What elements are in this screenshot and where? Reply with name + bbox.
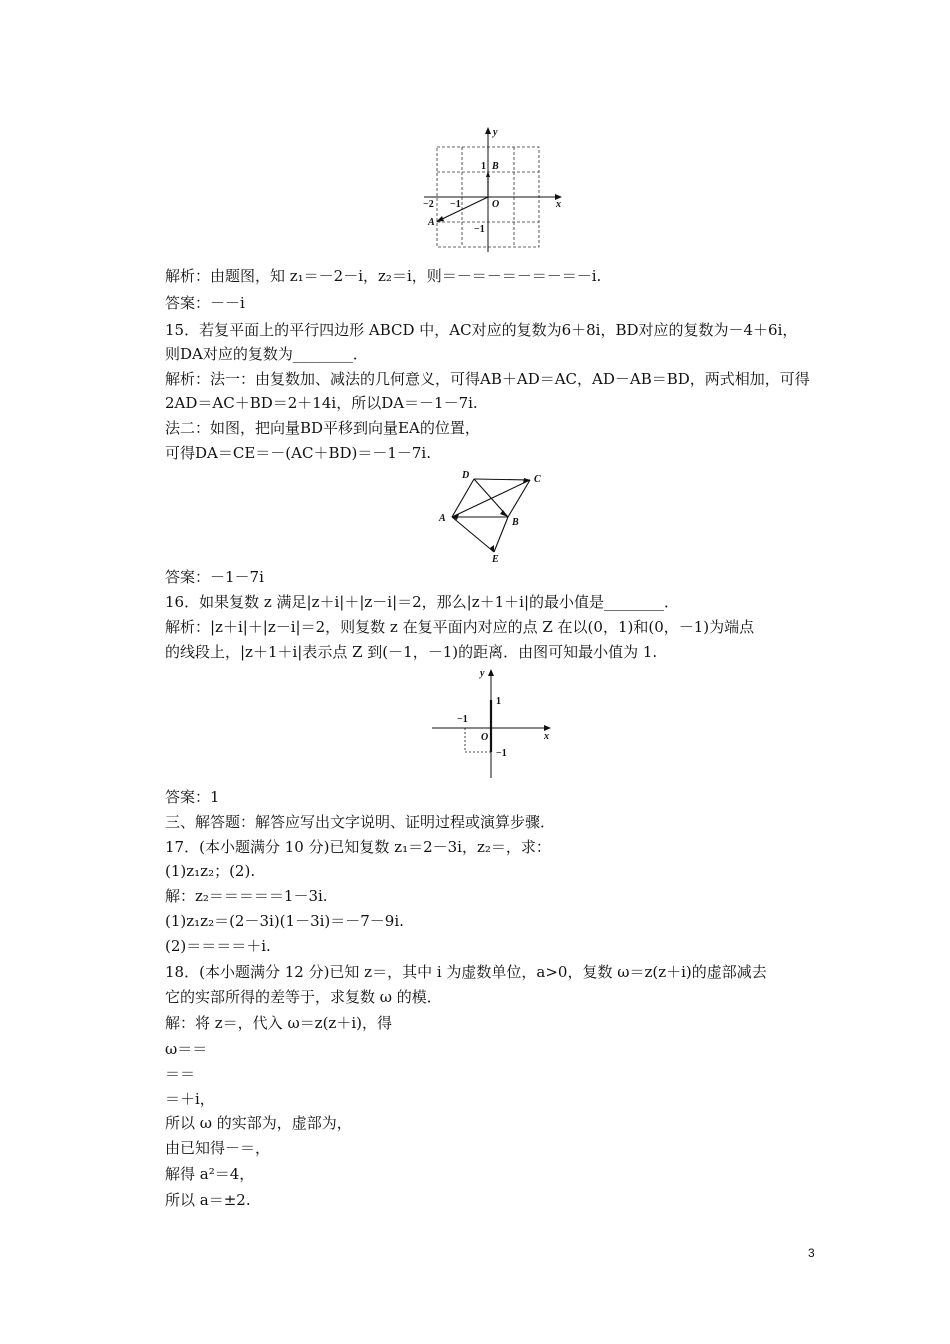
- fig1-neg1-label: −1: [450, 199, 461, 210]
- text-line: 解：z₂＝＝＝＝＝1－3i.: [165, 887, 328, 905]
- text-line: 15．若复平面上的平行四边形 ABCD 中，AC对应的复数为6＋8i，BD对应的复数为－4＋6i，: [165, 321, 798, 339]
- text-line: 它的实部所得的差等于，求复数 ω 的模．: [165, 988, 442, 1006]
- text-line: 法二：如图，把向量BD平移到向量EA的位置，: [165, 419, 480, 437]
- fig3-x-label: x: [544, 731, 549, 742]
- fig3-one-label: 1: [496, 696, 501, 707]
- text-line: 所以 a＝±2.: [165, 1191, 251, 1209]
- text-line: 解析：法一：由复数加、减法的几何意义，可得AB＋AD＝AC，AD－AB＝BD，两式相加，可得: [165, 370, 810, 388]
- fig1-B-label: B: [492, 161, 499, 172]
- fig1-one-label: 1: [481, 161, 486, 172]
- text-line: (1)z₁z₂；(2).: [165, 862, 256, 880]
- text-line: 16．如果复数 z 满足|z＋i|＋|z－i|＝2，那么|z＋1＋i|的最小值是________．: [165, 593, 680, 611]
- fig2-E-label: E: [492, 554, 499, 562]
- figure-parallelogram: [434, 466, 550, 562]
- fig3-y-label: y: [480, 668, 485, 679]
- fig1-x-label: x: [556, 199, 561, 210]
- text-line: 解得 a²＝4，: [165, 1165, 255, 1183]
- text-line: 解析：|z＋i|＋|z－i|＝2，则复数 z 在复平面内对应的点 Z 在以(0，1)和(0，－1)为端点: [165, 618, 755, 636]
- text-line: ＝＝: [165, 1065, 196, 1083]
- fig2-B-label: B: [512, 517, 519, 528]
- text-line: (2)＝＝＝＝＋i.: [165, 937, 271, 955]
- text-line: 17．(本小题满分 10 分)已知复数 z₁＝2－3i，z₂＝，求：: [165, 838, 551, 856]
- text-line: 2AD＝AC＋BD＝2＋14i，所以DA＝－1－7i.: [165, 394, 478, 412]
- fig3-neg1-label: −1: [457, 714, 468, 725]
- text-line: 答案：－－i: [165, 294, 245, 312]
- text-line: ω＝＝: [165, 1040, 208, 1058]
- fig1-A-label: A: [428, 217, 435, 228]
- fig1-neg2-label: −2: [423, 199, 434, 210]
- text-line: 所以 ω 的实部为，虚部为，: [165, 1114, 352, 1132]
- text-line: 18．(本小题满分 12 分)已知 z＝，其中 i 为虚数单位，a>0，复数 ω＝z(z＋i)的虚部减去: [165, 963, 767, 981]
- text-line: 解析：由题图，知 z₁＝－2－i，z₂＝i，则＝－＝－＝－＝－＝－i.: [165, 267, 602, 285]
- text-line: 的线段上，|z＋1＋i|表示点 Z 到(－1，－1)的距离．由图可知最小值为 1.: [165, 643, 658, 661]
- fig1-y-label: y: [493, 127, 498, 138]
- text-line: ＝＋i，: [165, 1090, 215, 1108]
- text-line: 答案：－1－7i: [165, 568, 264, 586]
- fig2-A-label: A: [439, 513, 446, 524]
- page-number: 3: [808, 1246, 815, 1260]
- fig2-D-label: D: [462, 470, 470, 481]
- text-line: 答案：1: [165, 788, 220, 806]
- text-line: 由已知得－＝，: [165, 1139, 271, 1157]
- fig2-C-label: C: [534, 474, 541, 485]
- text-line: 三、解答题：解答应写出文字说明、证明过程或演算步骤．: [165, 813, 556, 831]
- fig3-neg1b-label: −1: [496, 748, 507, 759]
- text-line: (1)z₁z₂＝(2－3i)(1－3i)＝－7－9i.: [165, 912, 404, 930]
- figure-axes-min-distance: [428, 664, 558, 780]
- text-line: 可得DA＝CE＝－(AC＋BD)＝－1－7i.: [165, 444, 432, 462]
- fig3-origin-label: O: [481, 732, 489, 743]
- fig1-neg1b-label: −1: [474, 224, 485, 235]
- fig1-origin-label: O: [492, 199, 500, 210]
- text-line: 则DA对应的复数为________．: [165, 345, 368, 363]
- figure-complex-plane-grid: [420, 124, 570, 252]
- text-line: 解：将 z＝，代入 ω＝z(z＋i)，得: [165, 1014, 392, 1032]
